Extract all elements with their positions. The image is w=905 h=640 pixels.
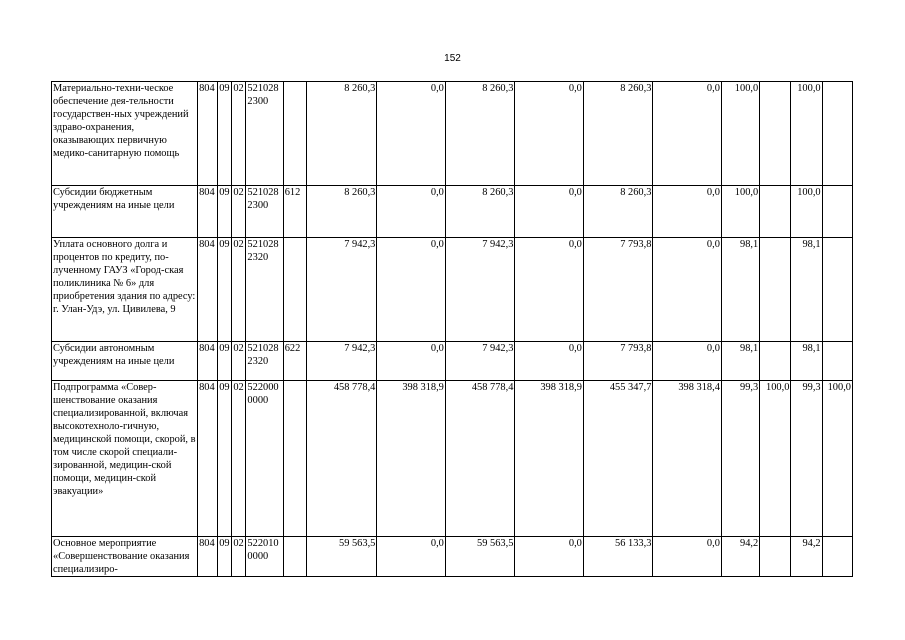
actual-federal: 0,0 — [653, 82, 722, 186]
pct-plan-federal — [760, 238, 791, 342]
refined-federal: 0,0 — [515, 342, 584, 381]
table-row — [52, 342, 853, 381]
table-row — [52, 82, 853, 186]
row-name: Подпрограмма «Совер-шенствование оказания специализированной, включая высокотехноло-гичную, медицинской помощи, скорой, в том числе скорой специали-зированной, медицин-ской помощи, медицин-ской эвакуации» — [52, 381, 198, 537]
plan-federal: 0,0 — [377, 186, 446, 238]
pr-code: 02 — [232, 186, 246, 238]
refined-federal: 0,0 — [515, 82, 584, 186]
rz-code: 09 — [218, 342, 232, 381]
plan-total: 458 778,4 — [306, 381, 377, 537]
refined-total: 59 563,5 — [445, 537, 515, 577]
actual-total: 455 347,7 — [583, 381, 653, 537]
plan-federal: 0,0 — [377, 537, 446, 577]
pct-refined-federal — [822, 537, 852, 577]
pct-refined-total: 100,0 — [791, 186, 822, 238]
vr-code — [283, 238, 306, 342]
refined-federal: 398 318,9 — [515, 381, 584, 537]
refined-total: 8 260,3 — [445, 186, 515, 238]
pct-refined-total: 98,1 — [791, 342, 822, 381]
vr-code — [283, 537, 306, 577]
table-row — [52, 238, 853, 342]
csr-code: 5220100000 — [246, 537, 283, 577]
csr-code: 5210282300 — [246, 82, 283, 186]
actual-federal: 398 318,4 — [653, 381, 722, 537]
pct-plan-federal — [760, 82, 791, 186]
refined-total: 8 260,3 — [445, 82, 515, 186]
csr-code: 5210282320 — [246, 342, 283, 381]
refined-total: 7 942,3 — [445, 238, 515, 342]
actual-total: 56 133,3 — [583, 537, 653, 577]
rz-code: 09 — [218, 381, 232, 537]
table-row — [52, 186, 853, 238]
csr-code: 5210282300 — [246, 186, 283, 238]
pct-refined-total: 94,2 — [791, 537, 822, 577]
refined-total: 458 778,4 — [445, 381, 515, 537]
gr-code: 804 — [198, 186, 218, 238]
actual-total: 7 793,8 — [583, 238, 653, 342]
pct-refined-federal — [822, 238, 852, 342]
row-name: Материально-техни-ческое обеспечение дея-тельности государствен-ных учреждений здраво-охранения, оказывающих первичную медико-санитарную помощь — [52, 82, 198, 186]
pct-plan-total: 98,1 — [721, 342, 759, 381]
refined-total: 7 942,3 — [445, 342, 515, 381]
plan-total: 7 942,3 — [306, 238, 377, 342]
pct-refined-federal — [822, 82, 852, 186]
budget-table — [51, 81, 853, 577]
rz-code: 09 — [218, 82, 232, 186]
plan-total: 8 260,3 — [306, 186, 377, 238]
actual-total: 8 260,3 — [583, 82, 653, 186]
actual-federal: 0,0 — [653, 186, 722, 238]
pr-code: 02 — [232, 238, 246, 342]
gr-code: 804 — [198, 82, 218, 186]
pct-plan-total: 98,1 — [721, 238, 759, 342]
pct-refined-federal — [822, 186, 852, 238]
vr-code: 612 — [283, 186, 306, 238]
plan-total: 7 942,3 — [306, 342, 377, 381]
actual-federal: 0,0 — [653, 238, 722, 342]
plan-federal: 0,0 — [377, 238, 446, 342]
pct-plan-total: 100,0 — [721, 186, 759, 238]
actual-federal: 0,0 — [653, 342, 722, 381]
rz-code: 09 — [218, 238, 232, 342]
pct-refined-federal — [822, 342, 852, 381]
pct-plan-total: 99,3 — [721, 381, 759, 537]
refined-federal: 0,0 — [515, 238, 584, 342]
pct-refined-total: 99,3 — [791, 381, 822, 537]
pct-refined-total: 100,0 — [791, 82, 822, 186]
rz-code: 09 — [218, 537, 232, 577]
gr-code: 804 — [198, 342, 218, 381]
csr-code: 5210282320 — [246, 238, 283, 342]
table-row — [52, 381, 853, 537]
refined-federal: 0,0 — [515, 186, 584, 238]
pr-code: 02 — [232, 82, 246, 186]
row-name: Субсидии бюджетным учреждениям на иные цели — [52, 186, 198, 238]
pct-plan-federal — [760, 186, 791, 238]
pct-plan-total: 94,2 — [721, 537, 759, 577]
pct-plan-federal — [760, 342, 791, 381]
rz-code: 09 — [218, 186, 232, 238]
row-name: Основное мероприятие «Совершенствование оказания специализиро- — [52, 537, 198, 577]
refined-federal: 0,0 — [515, 537, 584, 577]
pct-plan-total: 100,0 — [721, 82, 759, 186]
gr-code: 804 — [198, 238, 218, 342]
pct-plan-federal: 100,0 — [760, 381, 791, 537]
pct-refined-federal: 100,0 — [822, 381, 852, 537]
pr-code: 02 — [232, 537, 246, 577]
pr-code: 02 — [232, 381, 246, 537]
table-row — [52, 537, 853, 577]
actual-federal: 0,0 — [653, 537, 722, 577]
page-number: 152 — [444, 53, 461, 64]
pct-refined-total: 98,1 — [791, 238, 822, 342]
vr-code: 622 — [283, 342, 306, 381]
plan-total: 8 260,3 — [306, 82, 377, 186]
actual-total: 8 260,3 — [583, 186, 653, 238]
gr-code: 804 — [198, 537, 218, 577]
pct-plan-federal — [760, 537, 791, 577]
vr-code — [283, 82, 306, 186]
vr-code — [283, 381, 306, 537]
plan-total: 59 563,5 — [306, 537, 377, 577]
csr-code: 5220000000 — [246, 381, 283, 537]
pr-code: 02 — [232, 342, 246, 381]
row-name: Субсидии автономным учреждениям на иные цели — [52, 342, 198, 381]
gr-code: 804 — [198, 381, 218, 537]
plan-federal: 398 318,9 — [377, 381, 446, 537]
plan-federal: 0,0 — [377, 82, 446, 186]
actual-total: 7 793,8 — [583, 342, 653, 381]
plan-federal: 0,0 — [377, 342, 446, 381]
row-name: Уплата основного долга и процентов по кредиту, по-лученному ГАУЗ «Город-ская поликлиника № 6» для приобретения здания по адресу: г. Улан-Удэ, ул. Цивилева, 9 — [52, 238, 198, 342]
